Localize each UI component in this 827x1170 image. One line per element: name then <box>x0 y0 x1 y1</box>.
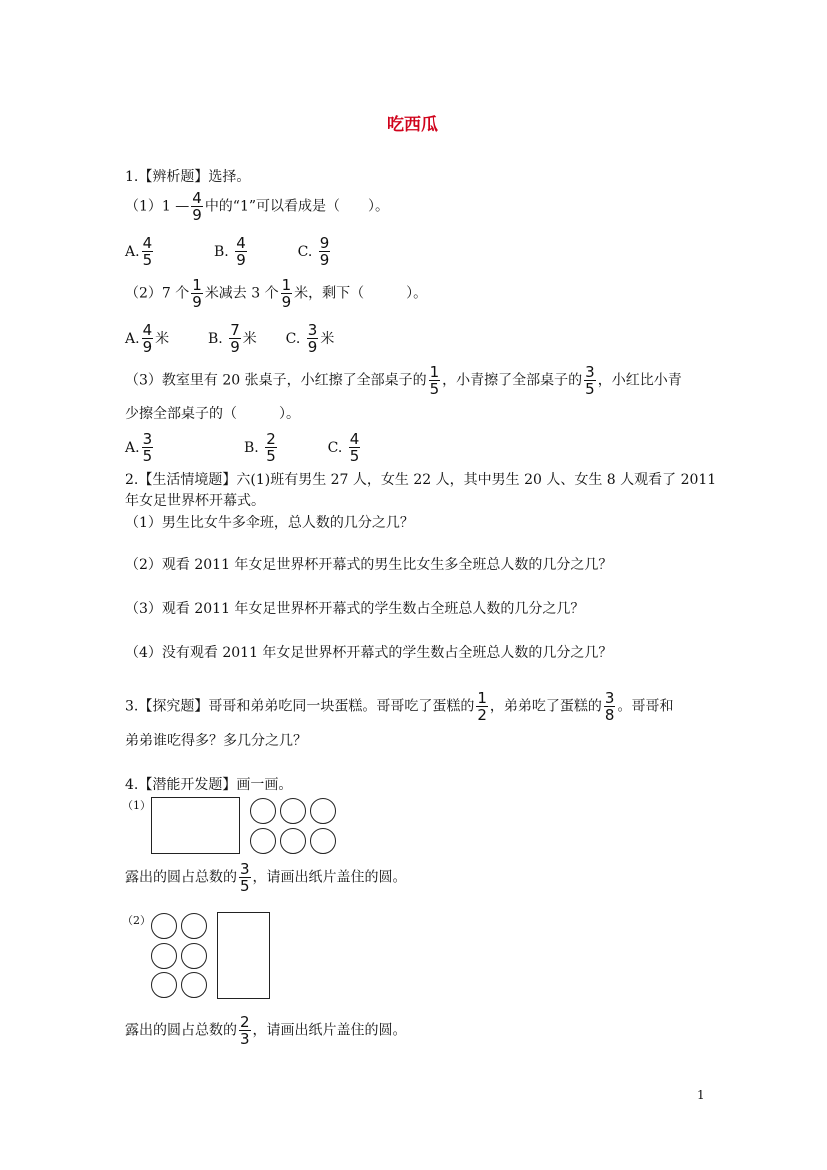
q1-part2: （2）7 个 $\frac{1}{9}$ 米减去 3 个 $\frac{1}{9}$ 米，剩下（ ）。 <box>125 276 428 311</box>
q2-sub4: （4）没有观看 2011 年女足世界杯开幕式的学生数占全班总人数的几分之几？ <box>125 645 613 661</box>
q4-heading: 4.【潜能开发题】画一画。 <box>125 777 293 793</box>
option-a: A. $\frac{4}{9}$ 米 <box>125 321 170 356</box>
circle <box>181 972 207 998</box>
circle <box>280 828 306 854</box>
q2-line2: 年女足世界杯开幕式。 <box>125 493 265 509</box>
circle <box>181 913 207 939</box>
q1-heading: 1.【辨析题】选择。 <box>125 169 251 185</box>
q1-part3-options <box>125 431 362 464</box>
circle <box>250 798 276 824</box>
option-b: B. $\frac{2}{5}$ <box>244 430 276 465</box>
fraction: $\frac{3}{5}$ <box>585 363 595 398</box>
q2-sub3: （3）观看 2011 年女足世界杯开幕式的学生数占全班总人数的几分之几？ <box>125 601 585 617</box>
circle <box>151 913 177 939</box>
q1-part1 <box>125 190 389 223</box>
circle <box>151 943 177 969</box>
paper-card <box>151 797 240 854</box>
q1-part1-pre: （1）1 — <box>125 198 190 215</box>
q1-part3-line2: 少擦全部桌子的（ ）。 <box>125 406 300 422</box>
option-b: B. $\frac{4}{9}$ <box>214 234 246 269</box>
diagram2-label: （2） <box>122 914 151 927</box>
paper-card <box>217 912 270 999</box>
q2-sub2: （2）观看 2011 年女足世界杯开幕式的男生比女生多全班总人数的几分之几？ <box>125 557 613 573</box>
q2-sub1: （1）男生比女牛多伞班，总人数的几分之几？ <box>125 515 414 531</box>
q3-line1: 3.【探究题】哥哥和弟弟吃同一块蛋糕。哥哥吃了蛋糕的 $\frac{1}{2}$ ，弟弟吃了蛋糕的 $\frac{3}{8}$ 。哥哥和 <box>125 689 674 724</box>
q1-part1-post: 中的“1”可以看成是（ ）。 <box>204 198 390 215</box>
option-c: C. $\frac{4}{5}$ <box>327 430 360 465</box>
fraction: $\frac{1}{9}$ <box>192 276 202 311</box>
circle <box>310 798 336 824</box>
option-a: A. $\frac{4}{5}$ <box>125 234 153 269</box>
option-c: C. $\frac{3}{9}$ 米 <box>285 321 335 356</box>
diagram1-label: （1） <box>122 799 151 812</box>
circle <box>151 972 177 998</box>
fraction: $\frac{3}{5}$ <box>240 860 250 895</box>
circle <box>181 943 207 969</box>
circle <box>310 828 336 854</box>
fraction: $\frac{1}{2}$ <box>477 689 487 724</box>
q1-part1-options <box>125 235 332 268</box>
q2-line1: 2.【生活情境题】六(1)班有男生 27 人，女生 22 人，其中男生 20 人、女生 8 人观看了 2011 <box>125 472 717 488</box>
option-b: B. $\frac{7}{9}$ 米 <box>208 321 257 356</box>
fraction: $\frac{1}{5}$ <box>429 363 440 398</box>
fraction: $\frac{1}{9}$ <box>281 276 292 311</box>
option-c: C. $\frac{9}{9}$ <box>297 234 330 269</box>
diagram1-caption: 露出的圆占总数的 $\frac{3}{5}$ ，请画出纸片盖住的圆。 <box>125 860 407 895</box>
diagram2-caption: 露出的圆占总数的 $\frac{2}{3}$ ，请画出纸片盖住的圆。 <box>125 1013 407 1048</box>
q3-line2: 弟弟谁吃得多？多几分之几？ <box>125 733 307 749</box>
q1-part2-options <box>125 322 334 355</box>
page-number: 1 <box>697 1088 705 1102</box>
fraction: $\frac{2}{3}$ <box>240 1013 250 1048</box>
circle <box>280 798 306 824</box>
fraction: $\frac{3}{8}$ <box>604 689 615 724</box>
option-a: A. $\frac{3}{5}$ <box>125 430 153 465</box>
circle <box>250 828 276 854</box>
page-title: 吃西瓜 <box>387 115 438 135</box>
q1-part3: （3）教室里有 20 张桌子，小红擦了全部桌子的 $\frac{1}{5}$ ，小青擦了全部桌子的 $\frac{3}{5}$ ，小红比小青 <box>125 363 682 398</box>
fraction: $\frac{4}{9}$ <box>192 189 202 224</box>
